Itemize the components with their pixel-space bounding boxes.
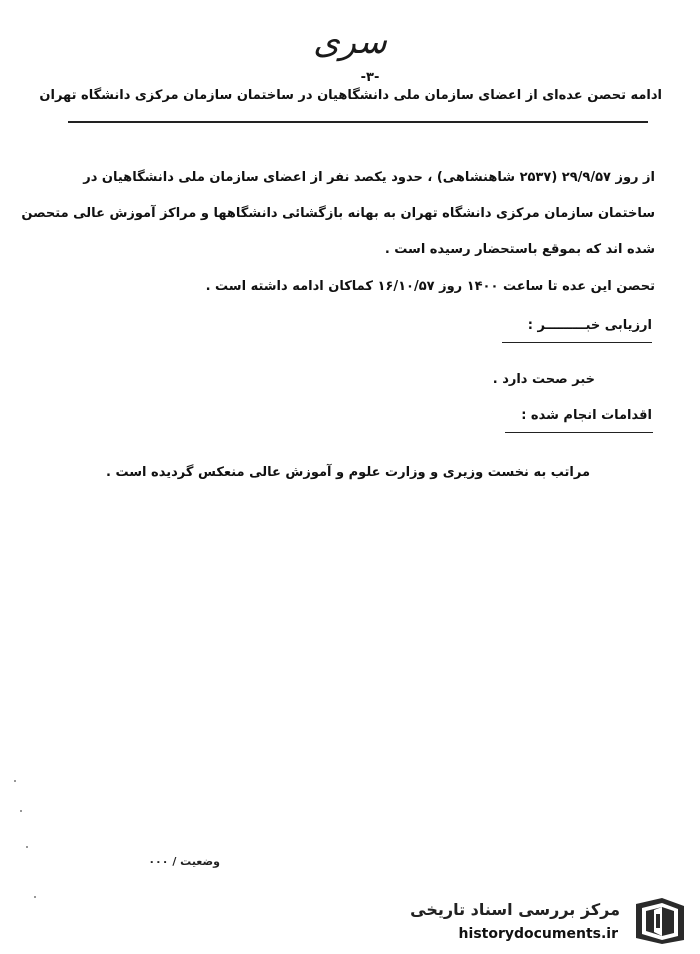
- page-number: -۳-: [360, 70, 380, 85]
- evaluation-label: ارزیابی خبـــــــــر :: [527, 318, 652, 333]
- heading-underline: [68, 121, 648, 123]
- paragraph-line: از روز ۲۹/۹/۵۷ (۲۵۳۷ شاهنشاهی) ، حدود یکصد نفر از اعضای سازمان ملی دانشگاهیان در: [83, 170, 655, 185]
- scan-speck: [20, 810, 22, 812]
- continuation-line: تحصن این عده تا ساعت ۱۴۰۰ روز ۱۶/۱۰/۵۷ کماکان ادامه داشته است .: [205, 279, 655, 294]
- footer-note: وضعیت / ۰۰۰: [148, 855, 220, 868]
- actions-text: مراتب به نخست وزیری و وزارت علوم و آموزش عالی منعکس گردیده است .: [106, 465, 590, 480]
- actions-underline: [505, 432, 653, 433]
- scan-speck: [26, 846, 28, 848]
- scan-speck: [14, 780, 16, 782]
- book-logo-icon: [632, 896, 688, 946]
- evaluation-underline: [502, 342, 652, 343]
- classification-stamp: سری: [313, 22, 387, 62]
- paragraph-line: ساختمان سازمان مرکزی دانشگاه تهران به بهانه بازگشائی دانشگاهها و مراکز آموزش عالی متحصن: [21, 206, 655, 221]
- watermark-org-name: مرکز بررسی اسناد تاریخی: [410, 900, 620, 919]
- document-heading: ادامه تحصن عده‌ای از اعضای سازمان ملی دانشگاهیان در ساختمان سازمان مرکزی دانشگاه تهران: [39, 88, 662, 103]
- watermark-site-url: historydocuments.ir: [458, 926, 618, 942]
- report-paragraph: [21, 160, 655, 268]
- scan-speck: [34, 896, 36, 898]
- evaluation-text: خبر صحت دارد .: [492, 372, 595, 387]
- actions-label: اقدامات انجام شده :: [521, 408, 652, 423]
- paragraph-line: شده اند که بموقع باستحضار رسیده است .: [384, 242, 655, 257]
